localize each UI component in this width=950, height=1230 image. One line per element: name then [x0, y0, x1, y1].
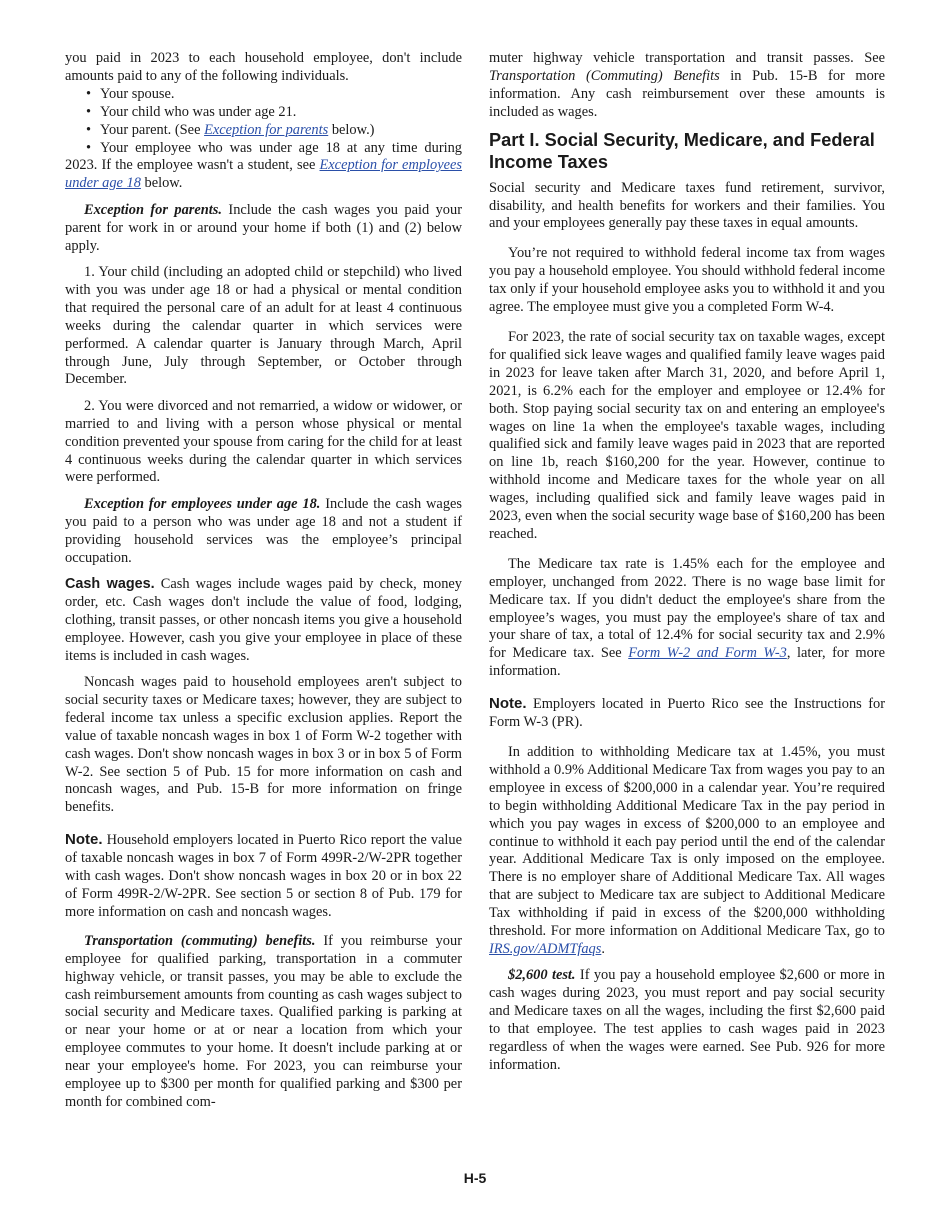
exception-under-18-paragraph: Exception for employees under age 18. Include the cash wages you paid to a person who was under age 18 and not a student if providing household services was the employee’s principal occupation. [65, 495, 462, 566]
federal-income-tax-paragraph: You’re not required to withhold federal income tax from wages you pay a household employee. You should withhold federal income tax only if your household employee asks you to withhold it and you agree. The employee must give you a completed Form W-4. [489, 245, 885, 316]
part-1-heading: Part I. Social Security, Medicare, and Federal Income Taxes [489, 129, 875, 173]
additional-medicare-paragraph: In addition to withholding Medicare tax at 1.45%, you must withhold a 0.9% Additional Medicare Tax from wages you pay to an employee in excess of $200,000 in a calendar year. You’re required to begin withholding Additional Medicare Tax in the pay period in which you pay wages in excess of $200,000 to an employee and continue to withhold it each pay period until the end of the calendar year. Additional Medicare Tax is only imposed on the employee. There is no employer share of Additional Medicare Tax. All wages that are subject to Medicare tax are subject to Additional Medicare Tax withholding if paid in excess of the $200,000 withholding threshold. For more information on Additional Medicare Tax, go to IRS.gov/ADMTfaqs. [489, 744, 885, 957]
list-item: • Your employee who was under age 18 at any time during 2023. If the employee wasn't a student, see Exception for employees under age 18 below. [65, 140, 462, 194]
noncash-wages-paragraph: Noncash wages paid to household employees aren't subject to social security taxes or Medicare taxes; however, they are subject to federal income tax unless a specific exclusion applies. Report the value of taxable noncash wages in box 1 of Form W-2 together with cash wages. Don't show noncash wages in box 3 or in box 5 of Form W-2. See section 5 of Pub. 15 for more information on cash and noncash wages, and Pub. 15-B for more information on fringe benefits. [65, 674, 462, 816]
list-item: • Your spouse. [65, 86, 462, 104]
transportation-benefits-reference: Transportation (Commuting) Benefits [489, 67, 720, 84]
list-item: • Your child who was under age 21. [65, 104, 462, 122]
note-heading: Note. [489, 695, 527, 713]
form-w2-w3-link[interactable]: Form W-2 and Form W-3 [628, 645, 787, 662]
transportation-continued: muter highway vehicle transportation and transit passes. See Transportation (Commuting) Benefits in Pub. 15-B for more information. Any cash reimbursement over these amounts is included as wages. [489, 50, 885, 120]
list-item: • Your parent. (See Exception for parents below.) [65, 122, 462, 140]
right-column [489, 50, 885, 1075]
social-security-medicare-intro: Social security and Medicare taxes fund retirement, survivor, disability, and health benefits for workers and their families. You and your employees generally pay these taxes in equal amounts. [489, 179, 885, 232]
social-security-rate-paragraph: For 2023, the rate of social security tax on taxable wages, except for qualified sick leave wages and qualified family leave wages paid in 2023 for leave taken after March 31, 2020, and before April 1, 2021, is 6.2% each for the employer and employee or 12.4% for both. Stop paying social security tax on and entering an employee's wages on line 1a when the employee's taxable wages, including qualified sick and family leave wages paid in 2023 that are reported on line 1b, reach $160,200 for the year. However, continue to withhold income and Medicare taxes for the whole year on all wages, including qualified sick and family leave wages paid in 2023, even when the social security wage base of $160,200 has been reached. [489, 328, 885, 542]
cash-wages-heading: Cash wages. [65, 575, 155, 592]
exception-under-18-heading: Exception for employees under age 18. [84, 495, 321, 512]
note-heading: Note. [65, 831, 103, 849]
note-paragraph: Note. Household employers located in Puerto Rico report the value of taxable noncash wages in box 7 of Form 499R-2/W-2PR together with cash wages. Don't show noncash wages in box 20 or in box 22 of Form 499R-2/W-2PR. See section 5 or section 8 of Pub. 179 for more information on cash and noncash wages. [65, 831, 462, 920]
condition-1-paragraph: 1. Your child (including an adopted child or stepchild) who lived with you was under age 18 or had a physical or mental condition that required the personal care of an adult for at least 4 continuous weeks during the calendar quarter in which services were performed. A calendar quarter is January through March, April through June, July through September, or October through December. [65, 263, 462, 388]
left-column [65, 50, 462, 1112]
exception-for-parents-heading: Exception for parents. [84, 201, 222, 218]
page-number: H-5 [463, 1170, 487, 1186]
test-2600-heading: $2,600 test. [508, 967, 576, 984]
note-paragraph: Note. Employers located in Puerto Rico see the Instructions for Form W-3 (PR). [489, 695, 885, 731]
cash-wages-paragraph: Cash wages. Cash wages include wages paid by check, money order, etc. Cash wages don't include the value of food, lodging, clothing, transit passes, or other noncash items you give a household employee. However, cash you give your employee in place of these items is included in cash wages. [65, 575, 463, 664]
medicare-rate-paragraph: The Medicare tax rate is 1.45% each for the employee and employer, unchanged from 2022. There is no wage base limit for Medicare tax. If you didn't deduct the employee's share from the employee’s wages, you must pay the employee's share of tax and your share of tax, a total of 12.4% for social security tax and 2.9% for Medicare tax. See Form W-2 and Form W-3, later, for more information. [489, 555, 885, 680]
transportation-paragraph: Transportation (commuting) benefits. If you reimburse your employee for qualified parking, transportation in a commuter highway vehicle, or transit passes, you may be able to exclude the cash reimbursement amounts from counting as cash wages subject to social security and Medicare taxes. Qualified parking is parking at or near your home or at or near a location from which your employee commutes to your home. It doesn't include parking at or near your employee's home. For 2023, you can reimburse your employee up to $300 per month for qualified parking and $300 per month for combined com- [65, 932, 462, 1110]
excluded-individuals-list [65, 86, 462, 193]
test-2600-paragraph: $2,600 test. If you pay a household employee $2,600 or more in cash wages during 2023, you must report and pay social security and Medicare taxes on all the wages, including the first $2,600 paid to that employee. The test applies to cash wages paid in 2023 regardless of when the wages were earned. See Pub. 926 for more information. [489, 967, 885, 1073]
irs-admtfaqs-link[interactable]: IRS.gov/ADMTfaqs [489, 940, 602, 957]
exception-for-parents-link[interactable]: Exception for parents [204, 121, 329, 138]
exception-for-parents-paragraph: Exception for parents. Include the cash wages you paid your parent for work in or around your home if both (1) and (2) below apply. [65, 201, 462, 254]
transportation-heading: Transportation (commuting) benefits. [84, 932, 316, 949]
condition-2-paragraph: 2. You were divorced and not remarried, a widow or widower, or married to and living with a person whose physical or mental condition prevented your spouse from caring for the child for at least 4 continuous weeks during the calendar quarter in which services were performed. [65, 397, 462, 486]
intro-paragraph: you paid in 2023 to each household employee, don't include amounts paid to any of the following individuals. [65, 50, 462, 84]
exception-for-employees-under-18-link[interactable]: Exception for employees under age 18 [65, 157, 462, 192]
